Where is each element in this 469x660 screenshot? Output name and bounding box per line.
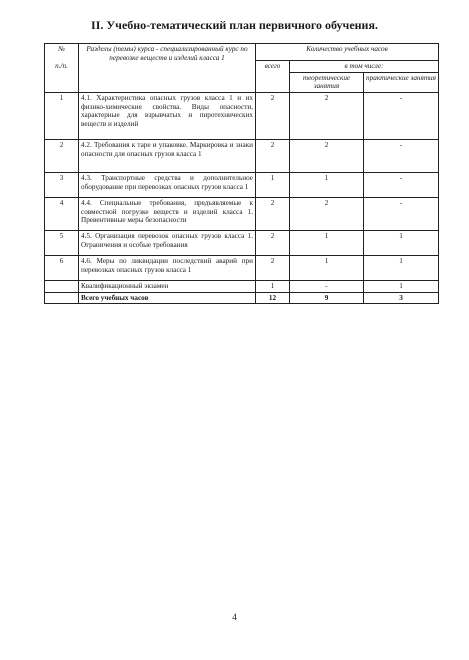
grand-total-practice: 3	[364, 292, 439, 304]
header-number	[45, 44, 79, 93]
header-total: всего	[256, 61, 290, 93]
row-total: 2	[256, 230, 290, 255]
row-practice: 1	[364, 230, 439, 255]
row-topic: 4.2. Требования к таре и упаковке. Маркировка и знаки опасности для опасных грузов класса 1	[79, 139, 256, 172]
row-topic: 4.3. Транспортные средства и дополнительное оборудование при перевозках опасных грузов класса 1	[79, 172, 256, 197]
row-number: 6	[45, 255, 79, 280]
table-row	[45, 255, 439, 280]
row-topic: 4.6. Меры по ликвидации последствий аварий при перевозках опасных грузов класса 1	[79, 255, 256, 280]
row-practice: -	[364, 172, 439, 197]
curriculum-table	[44, 43, 439, 304]
table-row	[45, 197, 439, 230]
exam-label: Квалификационный экзамен	[79, 280, 256, 292]
exam-total: 1	[256, 280, 290, 292]
table-row	[45, 230, 439, 255]
page-title: II. Учебно-тематический план первичного обучения.	[91, 18, 378, 32]
row-theory: 2	[290, 139, 364, 172]
header-sections: Разделы (темы) курса - специализированный курс по перевозке веществ и изделий класса 1	[79, 44, 256, 93]
header-number-line1: №	[58, 45, 65, 53]
row-number: 5	[45, 230, 79, 255]
row-theory: 2	[290, 197, 364, 230]
table-row	[45, 92, 439, 139]
grand-total-row	[45, 292, 439, 304]
row-topic: 4.1. Характеристика опасных грузов класса 1 и их физико-химические свойства. Виды опасности, характерные для взрывчатых и пиротехнических веществ и изделий	[79, 92, 256, 139]
row-practice: 1	[364, 255, 439, 280]
row-practice: -	[364, 92, 439, 139]
row-number: 2	[45, 139, 79, 172]
header-hours: Количество учебных часов	[256, 44, 439, 61]
row-number: 3	[45, 172, 79, 197]
grand-total-theory: 9	[290, 292, 364, 304]
header-of-which: в том числе:	[290, 61, 439, 73]
grand-total-number	[45, 292, 79, 304]
row-theory: 1	[290, 172, 364, 197]
row-topic: 4.4. Специальные требования, предъявляемые к совместной погрузке веществ и изделий класса 1. Превентивные меры безопасности	[79, 197, 256, 230]
row-number: 1	[45, 92, 79, 139]
exam-theory: -	[290, 280, 364, 292]
row-total: 2	[256, 139, 290, 172]
row-theory: 1	[290, 255, 364, 280]
row-practice: -	[364, 197, 439, 230]
row-total: 1	[256, 172, 290, 197]
grand-total-total: 12	[256, 292, 290, 304]
grand-total-label: Всего учебных часов	[79, 292, 256, 304]
row-number: 4	[45, 197, 79, 230]
table-row	[45, 172, 439, 197]
header-row-1	[45, 44, 439, 61]
header-number-line2: п./п.	[55, 61, 68, 70]
exam-practice: 1	[364, 280, 439, 292]
table-row	[45, 139, 439, 172]
row-theory: 2	[290, 92, 364, 139]
header-theory: теоретические занятия	[290, 72, 364, 92]
row-topic: 4.5. Организация перевозок опасных грузов класса 1. Ограничения и особые требования	[79, 230, 256, 255]
row-total: 2	[256, 92, 290, 139]
header-practice: практические занятия	[364, 72, 439, 92]
row-total: 2	[256, 197, 290, 230]
page-number: 4	[232, 612, 237, 622]
row-practice: -	[364, 139, 439, 172]
row-total: 2	[256, 255, 290, 280]
exam-number	[45, 280, 79, 292]
exam-row	[45, 280, 439, 292]
row-theory: 1	[290, 230, 364, 255]
